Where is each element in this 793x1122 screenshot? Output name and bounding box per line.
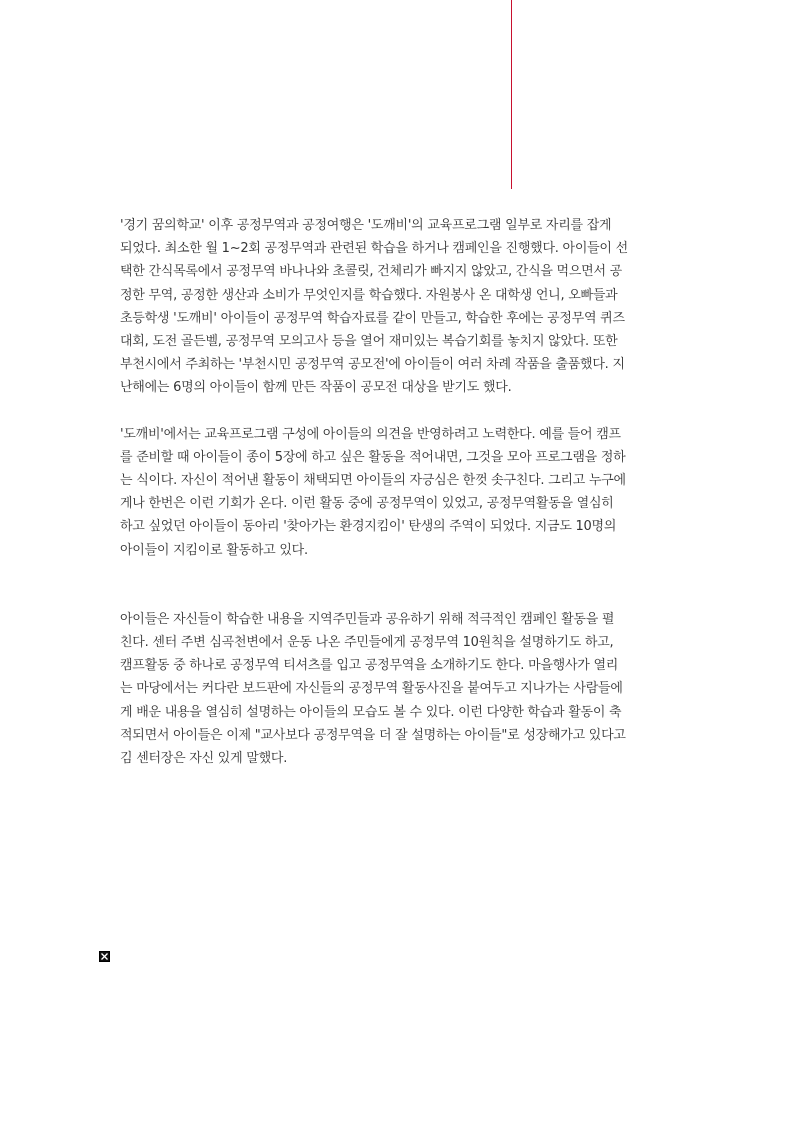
text-line: '경기 꿈의학교' 이후 공정무역과 공정여행은 '도깨비'의 교육프로그램 일부로 자리를 잡게 [120, 218, 612, 233]
text-line: 정한 무역, 공정한 생산과 소비가 무엇인지를 학습했다. 자원봉사 온 대학생 언니, 오빠들과 [120, 287, 618, 303]
text-line: 친다. 센터 주변 심곡천변에서 운동 나온 주민들에게 공정무역 10원칙을 설명하기도 하고, [120, 635, 614, 651]
top-red-rule [511, 0, 512, 189]
text-line: 되었다. 최소한 월 1~2회 공정무역과 관련된 학습을 하거나 캠페인을 진행했다. 아이들이 선 [120, 241, 628, 257]
close-x-glyph [101, 953, 108, 960]
text-line: 대회, 도전 골든벨, 공정무역 모의고사 등을 열어 재미있는 복습기회를 놓치지 않았다. 또한 [120, 334, 618, 350]
text-line: 택한 간식목록에서 공정무역 바나나와 초콜릿, 건체리가 빠지지 않았고, 간식을 먹으면서 공 [120, 264, 622, 280]
text-line: 김 센터장은 자신 있게 말했다. [120, 751, 288, 767]
article-body [120, 214, 680, 770]
text-line: 아이들이 지킴이로 활동하고 있다. [120, 542, 308, 558]
text-line: 적되면서 아이들은 이제 "교사보다 공정무역을 더 잘 설명하는 아이들"로 성장해가고 있다고 [120, 727, 626, 743]
text-line: 게나 한번은 이런 기회가 온다. 이런 활동 중에 공정무역이 있었고, 공정무역활동을 열심히 [120, 496, 614, 512]
paragraph-1 [120, 214, 680, 400]
text-line: 게 배운 내용을 열심히 설명하는 아이들의 모습도 볼 수 있다. 이런 다양한 학습과 활동이 축 [120, 704, 622, 720]
text-line: 초등학생 '도깨비' 아이들이 공정무역 학습자료를 같이 만들고, 학습한 후에는 공정무역 퀴즈 [120, 310, 625, 326]
text-line: 를 준비할 때 아이들이 종이 5장에 하고 싶은 활동을 적어내면, 그것을 모아 프로그램을 정하 [120, 449, 626, 465]
paragraph-2 [120, 423, 680, 562]
text-line: 는 마당에서는 커다란 보드판에 자신들의 공정무역 활동사진을 붙여두고 지나가는 사람들에 [120, 681, 623, 697]
text-line: 부천시에서 주최하는 '부천시민 공정무역 공모전'에 아이들이 여러 차례 작품을 출품했다. 지 [120, 357, 625, 373]
text-line: 난해에는 6명의 아이들이 함께 만든 작품이 공모전 대상을 받기도 했다. [120, 380, 512, 396]
text-line: 아이들은 자신들이 학습한 내용을 지역주민들과 공유하기 위해 적극적인 캠페인 활동을 펼 [120, 611, 615, 627]
text-line: '도깨비'에서는 교육프로그램 구성에 아이들의 의견을 반영하려고 노력한다. 예를 들어 캠프 [120, 426, 621, 442]
broken-image-icon [99, 951, 110, 962]
paragraph-3 [120, 608, 680, 770]
text-line: 하고 싶었던 아이들이 동아리 '찾아가는 환경지킴이' 탄생의 주역이 되었다. 지금도 10명의 [120, 519, 617, 535]
text-line: 캠프활동 중 하나로 공정무역 티셔츠를 입고 공정무역을 소개하기도 한다. 마을행사가 열리 [120, 658, 619, 674]
text-line: 는 식이다. 자신이 적어낸 활동이 채택되면 아이들의 자긍심은 한껏 솟구친다. 그리고 누구에 [120, 473, 626, 489]
